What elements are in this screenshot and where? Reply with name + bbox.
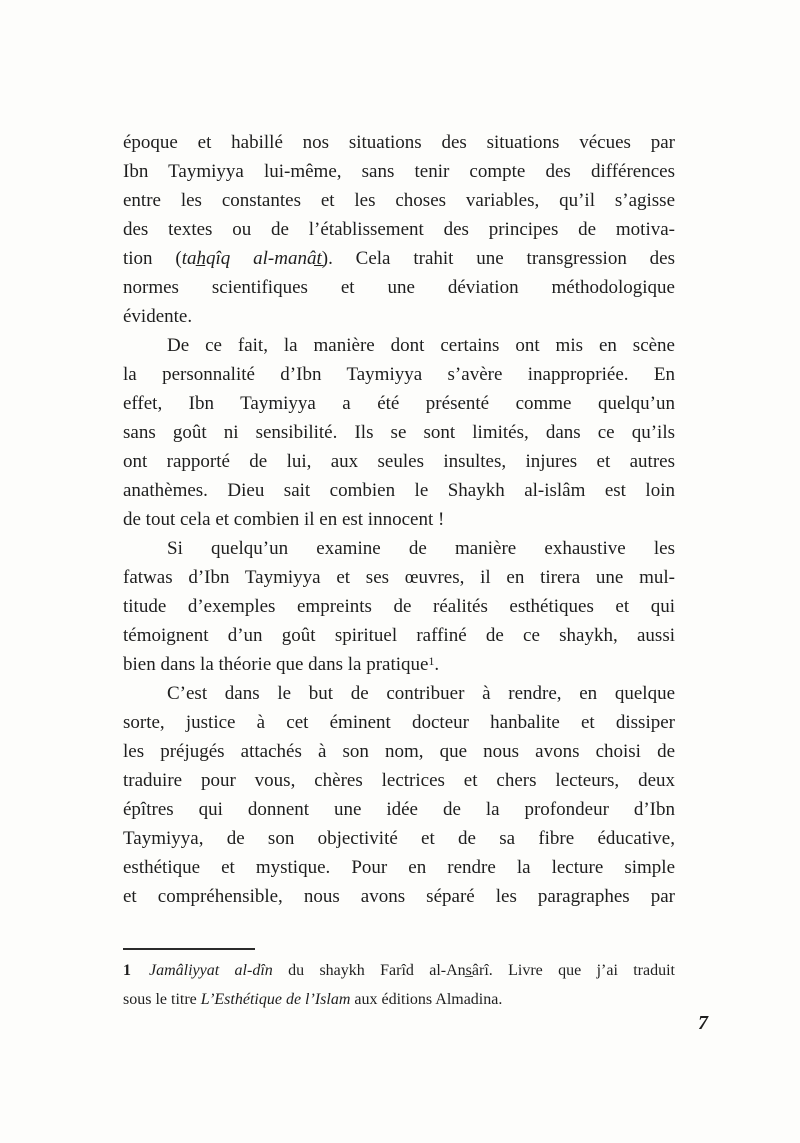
text-segment: . bbox=[434, 654, 440, 675]
text-line: anathèmes. Dieu sait combien le Shaykh al-islâm est loin bbox=[123, 480, 675, 501]
text-line: témoignent d’un goût spirituel raffiné de ce shaykh, aussi bbox=[123, 625, 675, 646]
footnote-line bbox=[123, 957, 675, 986]
footnote-reference-1: 1 bbox=[428, 654, 435, 668]
text-line: fatwas d’Ibn Taymiyya et ses œuvres, il en tirera une mul- bbox=[123, 567, 675, 588]
text-line: les préjugés attachés à son nom, que nous avons choisi de bbox=[123, 741, 675, 762]
text-segment: aux éditions Almadina. bbox=[350, 991, 503, 1008]
tahqiq-al-manat-term: tah̲qîq al-manât̲ bbox=[181, 248, 322, 269]
paragraph bbox=[123, 534, 675, 679]
footnote-line bbox=[123, 986, 675, 1015]
text-line: entre les constantes et les choses variables, qu’il s’agisse bbox=[123, 190, 675, 211]
text-line: évidente. bbox=[123, 306, 193, 327]
jamaliyyat-al-din-title: Jamâliyyat al-dîn bbox=[149, 962, 273, 979]
text-line: esthétique et mystique. Pour en rendre la lecture simple bbox=[123, 857, 675, 878]
text-line: titude d’exemples empreints de réalités esthétiques et qui bbox=[123, 596, 675, 617]
text-line: effet, Ibn Taymiyya a été présenté comme quelqu’un bbox=[123, 393, 675, 414]
text-line: épîtres qui donnent une idée de la profondeur d’Ibn bbox=[123, 799, 675, 820]
text-line: époque et habillé nos situations des situations vécues par bbox=[123, 132, 675, 153]
text-line: normes scientifiques et une déviation méthodologique bbox=[123, 277, 675, 298]
page-number: 7 bbox=[698, 1012, 708, 1034]
text-line: Ibn Taymiyya lui-même, sans tenir compte des différences bbox=[123, 161, 675, 182]
text-line bbox=[123, 650, 675, 679]
text-line: De ce fait, la manière dont certains ont mis en scène bbox=[167, 335, 675, 356]
text-line: des textes ou de l’établissement des principes de motiva- bbox=[123, 219, 675, 240]
paragraph bbox=[123, 128, 675, 331]
text-line: Taymiyya, de son objectivité et de sa fibre éducative, bbox=[123, 828, 675, 849]
paragraph bbox=[123, 679, 675, 911]
footnote-separator bbox=[123, 948, 255, 950]
text-segment: bien dans la théorie que dans la pratique bbox=[123, 654, 429, 675]
text-line: traduire pour vous, chères lectrices et chers lecteurs, deux bbox=[123, 770, 675, 791]
footnote bbox=[123, 948, 675, 1015]
text-segment: du shaykh Farîd al-Ans̲ârî. Livre que j’ai traduit bbox=[272, 962, 675, 979]
text-segment: sous le titre bbox=[123, 991, 201, 1008]
paragraph bbox=[123, 331, 675, 534]
text-segment: ). Cela trahit une transgression des bbox=[321, 248, 675, 269]
text-line: la personnalité d’Ibn Taymiyya s’avère inappropriée. En bbox=[123, 364, 675, 385]
text-segment: tion ( bbox=[123, 248, 182, 269]
text-line: C’est dans le but de contribuer à rendre, en quelque bbox=[167, 683, 675, 704]
footnote-number: 1 bbox=[123, 962, 131, 979]
text-line bbox=[123, 244, 675, 273]
text-line: sans goût ni sensibilité. Ils se sont limités, dans ce qu’ils bbox=[123, 422, 675, 443]
esthetique-de-islam-title: L’Esthétique de l’Islam bbox=[200, 991, 351, 1008]
text-line: ont rapporté de lui, aux seules insultes, injures et autres bbox=[123, 451, 675, 472]
text-line: sorte, justice à cet éminent docteur hanbalite et dissiper bbox=[123, 712, 675, 733]
text-line: de tout cela et combien il en est innocent ! bbox=[123, 509, 445, 530]
page-body-text bbox=[123, 128, 675, 911]
text-line: Si quelqu’un examine de manière exhaustive les bbox=[167, 538, 675, 559]
text-line: et compréhensible, nous avons séparé les paragraphes par bbox=[123, 886, 675, 907]
